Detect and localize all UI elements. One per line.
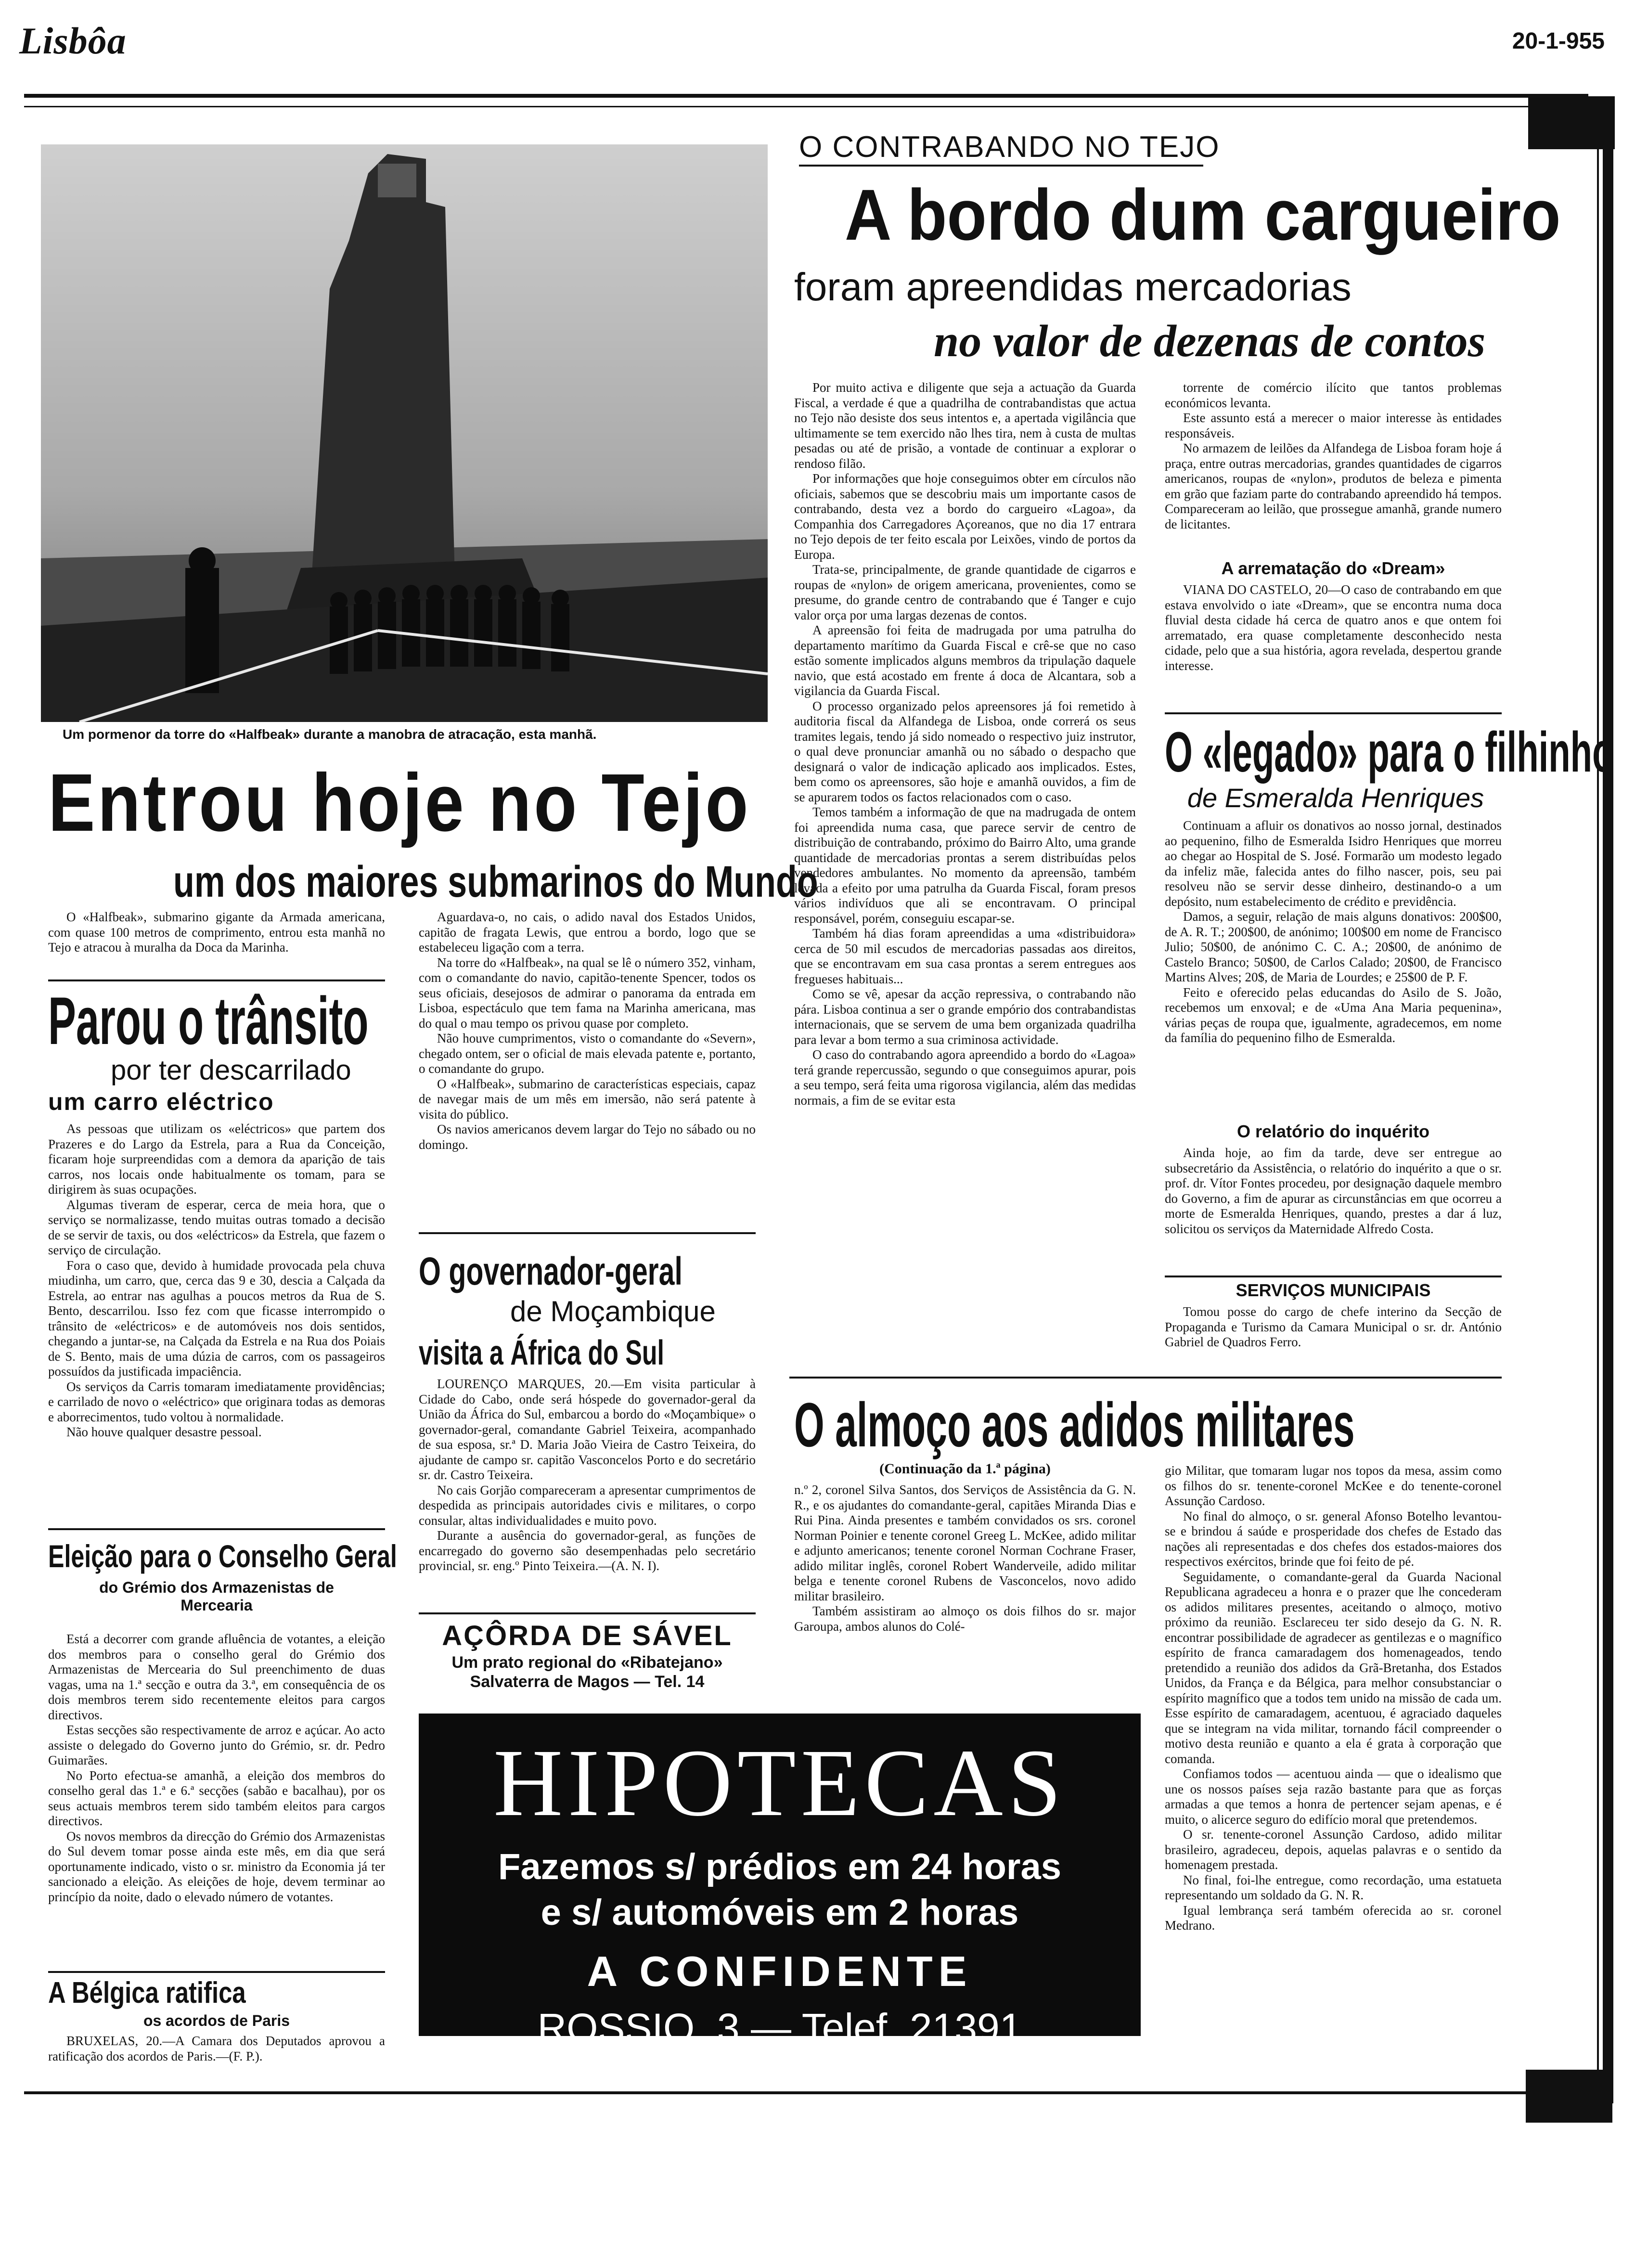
ad-line1: Fazemos s/ prédios em 24 horas: [498, 1846, 1062, 1887]
almoco-col1: [794, 1482, 1136, 1634]
contrabando-para: Também há dias foram apreendidas a uma «distribuidora» cerca de 50 mil escudos de mercadorias passadas aos direitos, que se encontravam em sua casa prontas a serem entregues aos fregueses habituais...: [794, 926, 1136, 986]
almoco-para: Também assistiram ao almoço os dois filhos do sr. major Garoupa, ambos alunos do Colé-: [794, 1604, 1136, 1634]
dream-headline: A arrematação do «Dream»: [1221, 558, 1445, 578]
submarine-para: Aguardava-o, no cais, o adido naval dos Estados Unidos, capitão de fragata Lewis, que entrou a bordo, logo que se estabeleceu ligação com a terra.: [419, 910, 756, 954]
servicos-body: [1165, 1304, 1502, 1350]
almoco-top-rule: [789, 1377, 1502, 1379]
transito-para: Os serviços da Carris tomaram imediatamente providências; e carrilado de novo o «eléctrico» que originara todas as demoras e aborrecimentos, tudo voltou à normalidade.: [48, 1379, 385, 1424]
legado-para: Damos, a seguir, relação de mais alguns donativos: 200$00, de A. R. T.; 200$00, de anónimo; 100$00 em nome de Francisco Julio; 50$00, de anónimo C. C. A.; 20$00, de anónimo de Castelo Branco; 50$00, de Carlos Calado; 20$00, de Francisco Martins Alves; 20$, de Maria de Lourdes; e 25$00 de P. F.: [1165, 909, 1502, 984]
governador-headline-2: de Moçambique: [510, 1295, 716, 1327]
submarine-subheadline: um dos maiores submarinos do Mundo: [173, 857, 818, 906]
acorda-title: AÇÔRDA DE SÁVEL: [442, 1620, 733, 1651]
governador-headline-3: visita a África do Sul: [419, 1334, 664, 1372]
contrabando-para: Temos também a informação de que na madrugada de ontem foi apreendida numa casa, que parece servir de centro de distribuição de contrabando, próximo do Bairro Alto, uma grande quantidade de mercadorias prontas a serem distribuídas pelos vendedores ambulantes. No momento da apreensão, também levada a efeito por uma patrulha da Guarda Fiscal, foram presos vários indivíduos que ali se encontravam. O principal responsável, porém, conseguiu escapar-se.: [794, 805, 1136, 926]
eleicao-para: No Porto efectua-se amanhã, a eleição dos membros do conselho geral das 1.ª e 6.ª secções (sabão e bacalhau), por os seus actuais membros terem sido também eleitos para cargos directivos.: [48, 1768, 385, 1828]
acorda-line1: Um prato regional do «Ribatejano»: [451, 1653, 723, 1672]
almoco-col2: [1165, 1463, 1502, 1933]
dream-rule: [1165, 712, 1502, 714]
dream-body: [1165, 582, 1502, 673]
photo-caption: Um pormenor da torre do «Halfbeak» durante a manobra de atracação, esta manhã.: [63, 727, 597, 742]
almoco-headline: O almoço aos adidos militares: [794, 1390, 1355, 1460]
legado-para: Feito e oferecido pelas educandas do Asilo de S. João, recebemos um enxoval; e de «Uma Ana Maria pequenina», várias peças de roupa que, igualmente, agradecemos, em nome da família do pequenino filho de Esmeralda.: [1165, 985, 1502, 1045]
header-rule: [24, 94, 1588, 98]
governador-para: Durante a ausência do governador-geral, as funções de encarregado do governo são desempenhadas pelo secretário provincial, sr. eng.º Pinto Teixeira.—(A. N. I).: [419, 1528, 756, 1573]
submarine-lead-text: O «Halfbeak», submarino gigante da Armada americana, com quase 100 metros de comprimento, entrou esta manhã no Tejo e atracou à muralha da Doca da Marinha.: [48, 910, 385, 954]
contrabando-para: Trata-se, principalmente, de grande quantidade de cigarros e roupas de «nylon» de origem americana, provenientes, como se presume, do grande centro de contrabando que é Tanger e cujo valor orça por uma largas dezenas de contos.: [794, 562, 1136, 622]
margin-block-top: [1528, 96, 1615, 149]
acorda-line2: Salvaterra de Magos — Tel. 14: [470, 1673, 705, 1691]
submarine-col2: [419, 910, 756, 1152]
margin-rule-thin: [1597, 101, 1599, 2103]
contrabando-para: Por muito activa e diligente que seja a actuação da Guarda Fiscal, a verdade é que a quadrilha de contrabandistas que actua no Tejo não desiste dos seus intentos e, a apertada vigilância que ultimamente se tem exercido não lhes tira, nem à custa de multas pesadas ou até de prisão, a vontade de continuar a explorar o rendoso filão.: [794, 380, 1136, 471]
transito-para: Não houve qualquer desastre pessoal.: [66, 1425, 262, 1439]
margin-block-bottom: [1526, 2070, 1612, 2123]
governador-para: LOURENÇO MARQUES, 20.—Em visita particular à Cidade do Cabo, onde será hóspede do governador-geral da União da África do Sul, embarcou a bordo do «Moçambique» o governador-geral, comandante Gabriel Teixeira, acompanhado de sua esposa, sr.ª D. Maria João Vieira de Castro Teixeira, do ajudante de campo sr. capitão Vasconcelos Porto e do secretário sr. dr. Castro Teixeira.: [419, 1377, 756, 1482]
transito-headline: Parou o trânsito: [48, 983, 369, 1058]
submarine-para: Não houve cumprimentos, visto o comandante do «Severn», chegado ontem, ser o oficial de mais elevada patente e, portanto, o comandante do grupo.: [419, 1031, 756, 1076]
inquerito-text: Ainda hoje, ao fim da tarde, deve ser entregue ao subsecretário da Assistência, o relatório do inquérito a que o sr. prof. dr. Vítor Fontes procedeu, por designação daquele membro do Governo, a fim de apurar as circunstâncias em que ocorreu a morte de Esmeralda Henriques, quando, prestes a dar á luz, solicitou os serviços da Maternidade Alfredo Costa.: [1165, 1146, 1502, 1236]
header-rule-thin: [24, 106, 1588, 107]
almoco-col2-para: gio Militar, que tomaram lugar nos topos da mesa, assim como os filhos do sr. tenente-coronel McKee e do tenente-coronel Assunção Cardoso.: [1165, 1463, 1502, 1508]
transito-para: As pessoas que utilizam os «eléctricos» que partem dos Prazeres e do Largo da Estrela, para a Rua da Conceição, ficaram hoje surpreendidas com a demora da aparição de tais carros, nos locais onde habitualmente os tomam, para se dirigirem às suas ocupações.: [48, 1121, 385, 1197]
submarine-lead: [48, 910, 385, 955]
contrabando-para: O processo organizado pelos apreensores já foi remetido à auditoria fiscal da Alfandega de Lisboa, onde correrá os seus tramites legais, tendo já sido nomeado o respectivo juiz instrutor, o qual deve pronunciar amanhã ou no sábado o despacho que designará o valor de indicação aplicado aos implicados. Estes, bem como os apreensores, são hoje e amanhã ouvidos, a fim de se apurarem todos os factos relacionados com o caso.: [794, 698, 1136, 804]
submarine-headline: Entrou hoje no Tejo: [48, 757, 751, 849]
submarine-para: Na torre do «Halfbeak», na qual se lê o número 352, vinham, com o comandante do navio, capitão-tenente Spencer, todos os seus oficiais, desejosos de admirar o panorama da entrada em Lisboa, espectáculo que tem fama na Marinha americana, mas do qual o mau tempo os privou quase por completo.: [419, 955, 756, 1031]
transito-sub2: um carro eléctrico: [48, 1088, 274, 1115]
governador-rule: [419, 1612, 756, 1614]
hipotecas-ad: [419, 1714, 1141, 2050]
submarine-photo-image: [41, 144, 768, 722]
newspaper-title: Lisbôa: [19, 20, 127, 62]
margin-rule: [1603, 101, 1613, 2103]
ad-title: HIPOTECAS: [493, 1730, 1067, 1836]
ad-line2: e s/ automóveis em 2 horas: [541, 1892, 1019, 1933]
submarine-photo: [41, 144, 768, 722]
governador-headline-1: O governador-geral: [419, 1250, 682, 1293]
governador-body: [419, 1377, 756, 1574]
almoco-col2-para: No final, foi-lhe entregue, como recordação, uma estatueta representando um soldado da G. N. R.: [1165, 1872, 1502, 1902]
belgica-subheadline: os acordos de Paris: [143, 2012, 290, 2029]
almoco-para: n.º 2, coronel Silva Santos, dos Serviços de Assistência da G. N. R., e os ajudantes do comandante-geral, capitães Miranda Dias e Rui Pina. Ainda presentes e também convidados os srs. coronel Norman Poinier e tenente coronel Greeg L. McKee, adido militar e adjunto americanos; tenente coronel Norman Cochrane Fraser, adido militar inglês, coronel Robert Wanderveile, adido militar belga e tenente coronel Rubens de Vasconcelos, novo adido militar brasileiro.: [794, 1482, 1136, 1603]
eleicao-subheadline: do Grémio dos Armazenistas de Mercearia: [99, 1579, 334, 1614]
eleicao-rule: [48, 1971, 385, 1973]
contrabando-col2-para: Este assunto está a merecer o maior interesse às entidades responsáveis.: [1165, 411, 1502, 440]
legado-subheadline: de Esmeralda Henriques: [1187, 783, 1484, 813]
submarine-col2-rule: [419, 1232, 756, 1234]
contrabando-para: Como se vê, apesar da acção repressiva, o contrabando não pára. Lisboa continua a ser o grande empório dos contrabandistas internacionais, que se servem de uma bem organizada quadrilha para levar a bom termo a sua criminosa actividade.: [794, 987, 1136, 1047]
contrabando-para: A apreensão foi feita de madrugada por uma patrulha do departamento marítimo da Guarda Fiscal e crê-se que no caso estão somente implicados alguns membros da tripulação daquele navio, que está acostado em frente á doca de Alcantara, sob a vigilancia da Guarda Fiscal.: [794, 623, 1136, 698]
almoco-col2-para: Confiamos todos — acentuou ainda — que o idealismo que une os nossos países seja razão bastante para que as forças armadas a que temos a honra de pertencer sejam apenas, e é muito, o alicerce seguro do edifício moral que pretendemos.: [1165, 1766, 1502, 1827]
almoco-col2-para: No final do almoço, o sr. general Afonso Botelho levantou-se e brindou á saúde e prosperidade dos chefes de Estado das nações ali representadas e dos chefes dos estados-maiores dos respectivos exércitos, brinde que foi feito de pé.: [1165, 1508, 1502, 1569]
transito-sub1: por ter descarrilado: [111, 1055, 351, 1086]
submarine-para: Os navios americanos devem largar do Tejo no sábado ou no domingo.: [419, 1122, 756, 1152]
eleicao-para: Estas secções são respectivamente de arroz e açúcar. Ao acto assiste o delegado do Governo junto do Grémio, sr. dr. Pedro Guimarães.: [48, 1723, 385, 1767]
almoco-col2-para: Seguidamente, o comandante-geral da Guarda Nacional Republicana agradeceu a honra e o prazer que lhe concederam os adidos militares presentes, aceitando o almoço, motivo próximo da reunião. Esclareceu ter sido desejo da G. N. R. encontrar possibilidade de agradecer as gentilezas e o magnífico espírito de franca camaradagem dos homenageados, tendo pretendido a reunião dos adidos da Grã-Bretanha, dos Estados Unidos, da França e da Bélgica, para melhor consubstanciar o espírito magnífico que a todos tem unido na missão de cada um. Esse espírito de camaradagem, acentuou, é agraciado daqueles que se integram na vida militar, tornando fácil compreender o motivo desta reunião e quanto a ela é grata à corporação que comanda.: [1165, 1569, 1502, 1766]
contrabando-sub2: no valor de dezenas de contos: [934, 316, 1486, 366]
ad-company: A CONFIDENTE: [587, 1947, 973, 1995]
footer-rule: [24, 2091, 1588, 2094]
legado-body: [1165, 818, 1502, 1046]
contrabando-sub1: foram apreendidas mercadorias: [794, 265, 1352, 309]
belgica-body: [48, 2034, 385, 2064]
legado-headline: O «legado» para o filhinho: [1165, 721, 1614, 784]
servicos-headline: SERVIÇOS MUNICIPAIS: [1236, 1280, 1431, 1300]
issue-date: 20-1-955: [1512, 28, 1605, 54]
eleicao-para: Os novos membros da direcção do Grémio dos Armazenistas do Sul devem tomar posse ainda este mês, em dia que será oportunamente indicado, visto o sr. ministro da Economia já ter sancionado a eleição. As eleições de hoje, devem terminar ao princípio da noite, dado o elevado número de votantes.: [48, 1829, 385, 1904]
contrabando-col1: [794, 380, 1136, 1108]
submarine-para: O «Halfbeak», submarino de características especiais, capaz de navegar mais de um mês em imersão, não será patente à visita do público.: [419, 1076, 756, 1121]
dream-text: VIANA DO CASTELO, 20—O caso de contrabando em que estava envolvido o iate «Dream», que se encontra numa doca fluvial desta cidade há cerca de quatro anos e que ontem foi arrematado, era quase completamente desconhecido nesta cidade, pelo que a sua história, agora revelada, despertou grande interesse.: [1165, 582, 1502, 673]
ad-address: ROSSIO, 3 — Telef. 21391: [537, 2005, 1022, 2050]
almoco-continued: (Continuação da 1.ª página): [879, 1461, 1051, 1477]
contrabando-kicker: O CONTRABANDO NO TEJO: [799, 130, 1220, 164]
contrabando-col2-para: No armazem de leilões da Alfandega de Lisboa foram hoje á praça, entre outras mercadorias, grandes quantidades de cigarros americanos, roupas de «nylon», produtos de beleza e pimenta em grão que faziam parte do contrabando apreendido há tempos. Compareceram ao leilão, que prossegue amanhã, grande numero de licitantes.: [1165, 441, 1502, 531]
eleicao-headline: Eleição para o Conselho Geral: [48, 1538, 397, 1574]
transito-body: [48, 1121, 385, 1440]
inquerito-headline: O relatório do inquérito: [1236, 1121, 1429, 1141]
almoco-col2-para: Igual lembrança será também oferecida ao sr. coronel Medrano.: [1165, 1903, 1502, 1933]
contrabando-col2: [1165, 380, 1502, 532]
transito-para: Algumas tiveram de esperar, cerca de meia hora, que o serviço se normalizasse, tendo muitas outras tomado a decisão de se servir de taxis, ou dos «eléctricos» da Estrela, que fazem o serviço de circulação.: [48, 1197, 385, 1257]
inquerito-body: [1165, 1146, 1502, 1237]
contrabando-para: Por informações que hoje conseguimos obter em círculos não oficiais, sabemos que se descobriu mais um importante casos de contrabando, desta vez a bordo do cargueiro «Lagoa», da Companhia dos Carregadores Açoreanos, que no dia 17 entrara no Tejo depois de ter feito escala por Leixões, vindo de portos da Europa.: [794, 471, 1136, 562]
belgica-headline: A Bélgica ratifica: [48, 1976, 246, 2010]
servicos-text: Tomou posse do cargo de chefe interino da Secção de Propaganda e Turismo da Camara Municipal o sr. dr. António Gabriel de Quadros Ferro.: [1165, 1304, 1502, 1349]
submarine-lead-rule: [48, 979, 385, 981]
transito-rule: [48, 1528, 385, 1530]
contrabando-headline: A bordo dum cargueiro: [845, 174, 1561, 255]
kicker-underline: [799, 165, 1203, 167]
almoco-col2-para: O sr. tenente-coronel Assunção Cardoso, adido militar brasileiro, agradeceu, depois, aquelas palavras e o sentido da homenagem prestada.: [1165, 1827, 1502, 1872]
eleicao-para: Está a decorrer com grande afluência de votantes, a eleição dos membros para o conselho geral do Grémio dos Armazenistas de Mercearia do Sul preenchimento de duas vagas, uma na 1.ª secção e outra da 3.ª, em consequência de os dois membros terem sido recentemente eleitos para cargos directivos.: [48, 1632, 385, 1722]
eleicao-body: [48, 1632, 385, 1905]
legado-para: Continuam a afluir os donativos ao nosso jornal, destinados ao pequenino, filho de Esmeralda Isidro Henriques que morreu ao chegar ao Hospital de S. José. Formarão um modesto legado da infeliz mãe, falecida antes do filho nascer, pois, seu pai resolveu não se servir desse dinheiro, destinando-o a um depósito, num estabelecimento de crédito e previdência.: [1165, 818, 1502, 909]
inquerito-rule: [1165, 1276, 1502, 1277]
transito-para: Fora o caso que, devido à humidade provocada pela chuva miudinha, um carro, que, cerca das 9 e 30, descia a Calçada da Estrela, ao entrar nas agulhas a poucos metros da Rua de S. Bento, descarrilou. Isso fez com que ficasse interrompido o trânsito de «eléctricos» e de automóveis nos dois sentidos, chegando a juntar-se, na Calçada da Estrela e na Rua dos Poiais de S. Bento, mais de uma dúzia de carros, com os passageiros possuídos da justificada impaciência.: [48, 1258, 385, 1379]
belgica-text: BRUXELAS, 20.—A Camara dos Deputados aprovou a ratificação dos acordos de Paris.—(F. P.).: [48, 2034, 385, 2063]
contrabando-para: O caso do contrabando agora apreendido a bordo do «Lagoa» terá grande repercussão, segundo o que conseguimos apurar, pois a seu tempo, será feita uma rigorosa vigilancia, além das medidas normais, a fim de se evitar esta: [794, 1047, 1136, 1108]
governador-para: No cais Gorjão compareceram a apresentar cumprimentos de despedida as principais autoridades civis e militares, o corpo consular, altas individualidades e muito povo.: [419, 1482, 756, 1528]
contrabando-col2-para: torrente de comércio ilícito que tantos problemas económicos levanta.: [1165, 380, 1502, 410]
